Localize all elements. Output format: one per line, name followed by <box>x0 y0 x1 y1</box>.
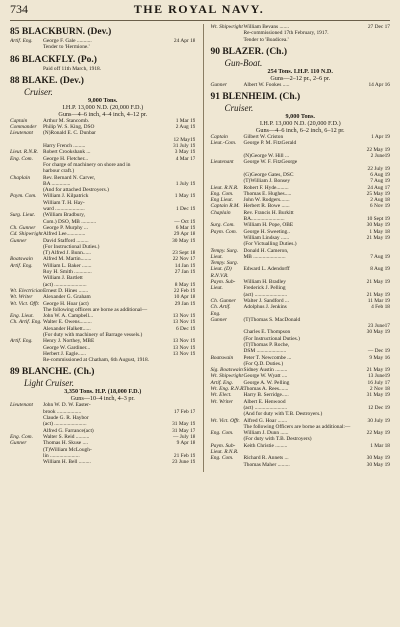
officer-name: Adolphus J. Jenkins <box>243 304 287 311</box>
seniority-date: 4 Mar 17 <box>175 155 196 162</box>
rank: Gunner <box>10 440 27 447</box>
officer-name: Thomas H. Skuse .... <box>43 440 88 447</box>
rank: Boatswain <box>10 256 33 263</box>
officer-name: Thomas E. Hughes..... <box>243 190 292 197</box>
officer-name: Sidney Austin ......... <box>243 367 288 374</box>
officer-name: Richard R. Annets ... <box>243 455 289 462</box>
officer-name: George H. Sweeting.. <box>243 228 290 235</box>
ship-class: Light Cruiser. <box>24 378 75 389</box>
rank: Gunner <box>10 237 27 244</box>
ship-class: Gun-Boat. <box>224 57 263 68</box>
seniority-date: 9 Apr 18 <box>176 440 196 447</box>
seniority-date: 29 Apr 18 <box>173 231 196 238</box>
officer-name: (And for attached Destroyers.) <box>43 187 109 194</box>
seniority-date: 22 May 19 <box>366 430 390 437</box>
officer-name: BA......................... <box>243 216 285 223</box>
seniority-date: 3 May 19 <box>174 149 196 156</box>
officer-name: Alexander G. Graham <box>43 294 91 301</box>
rank: Wt. Vict. Offr. <box>10 300 40 307</box>
seniority-date: 23 Sept 18 <box>172 250 196 257</box>
rank: Sig. Boatswain <box>210 367 243 374</box>
rank <box>210 462 243 468</box>
ship-entry <box>10 76 195 364</box>
rank: Artif. Eng. <box>10 262 33 269</box>
officer-name: George P. Murphy ... <box>43 224 88 231</box>
seniority-date: 2 Aug 18 <box>370 197 390 204</box>
officer-name: (And for duty with T.B. Destroyers.) <box>243 411 323 418</box>
ship-name: 90 BLAZER. (Ch.) <box>210 46 288 57</box>
ship-particulars: I.H.P. 13,000 N.D. (20,000 F.D.) <box>259 120 341 128</box>
seniority-date <box>193 66 195 72</box>
rank: Artif. Eng. <box>10 38 33 44</box>
officer-name: Alfred Lee.............. <box>43 231 86 238</box>
rank: Ch. Gunner <box>210 297 236 304</box>
rank: Ch. Gunner <box>10 224 36 231</box>
officer-name: (T)Thomas S. MacDonald <box>243 316 301 323</box>
rank: Paym. Com. <box>210 228 237 235</box>
rank: Surg. Com. <box>210 222 235 229</box>
seniority-date: — Dec 19 <box>367 348 390 355</box>
rank: Eng. Lieut. <box>10 313 34 320</box>
seniority-date: 1 Mar 19 <box>175 117 196 124</box>
officer-name: (T)Thomas P. Roche, <box>243 341 290 348</box>
rank: Paym. Sub- <box>210 279 236 286</box>
officer-name: Ernest D. Hines ....... <box>43 287 89 294</box>
seniority-date: 21 May 19 <box>366 367 390 374</box>
seniority-date: 12 Dec 19 <box>367 404 390 411</box>
officer-name: (act) ........................ <box>43 281 87 288</box>
officer-name: William J. Bartlett <box>43 275 83 282</box>
seniority-date: 27 Jan 19 <box>174 269 196 276</box>
officer-name: BA .............. <box>43 180 71 187</box>
seniority-date: 23 June17 <box>367 323 390 330</box>
seniority-date: 14 Jan 19 <box>174 262 196 269</box>
officer-name: George W. Gardiner... <box>43 344 91 351</box>
rank: Boatswain <box>210 354 234 361</box>
officer-row <box>210 462 390 468</box>
officer-row <box>10 357 195 363</box>
officer-name: MB ........................ <box>243 253 286 260</box>
officer-name: John W. Rodgers....... <box>243 197 290 204</box>
officer-name: lin ...................... <box>43 452 80 459</box>
officer-name: Peter T. Newcombe ... <box>243 354 292 361</box>
seniority-date: 6 Dec 19 <box>176 325 196 332</box>
officer-name: Com.) DSO, MB ........... <box>43 218 97 225</box>
seniority-date: 1 Mar 18 <box>370 442 390 449</box>
officer-name: (act) ........................ <box>43 421 87 428</box>
officer-name: Robert Crookshank ... <box>43 149 91 156</box>
officer-name: Harry B. Serridge..... <box>243 392 289 399</box>
officer-name: Re-commissioned at Chatham, 6th August, 1918. <box>43 357 150 364</box>
seniority-date: 1 Apr 19 <box>371 134 390 141</box>
officer-name: William H. Pope, OBE <box>243 222 294 229</box>
rank: Eng. Com. <box>10 155 33 162</box>
ship-particulars: Guns—4–6 inch, 6–2 inch, 6–12 pr. <box>255 127 345 135</box>
officer-name: Donald H. Cameron, <box>243 247 289 254</box>
officer-name: John W. A. Campbell... <box>43 313 94 320</box>
rank: Gunner <box>210 316 227 323</box>
officer-name: George P. M. FitzGerald <box>243 140 297 147</box>
seniority-date: 30 July 19 <box>367 417 390 424</box>
officer-name: Harry French ......... <box>43 143 86 150</box>
officer-name: Claude G. R. Haybor <box>43 415 89 422</box>
rank: Wt. Writer <box>10 294 33 301</box>
seniority-date: 9 May 16 <box>369 354 390 361</box>
officer-name: Walter E. Owens......... <box>43 319 92 326</box>
rank: Eng. Com. <box>210 430 234 437</box>
officer-name: For charge of machinery on shore and in <box>43 161 131 168</box>
officer-name: (For Instructional Duties.) <box>43 243 100 250</box>
seniority-date: 12 May19 <box>173 136 196 143</box>
ship-name: 88 BLAKE. (Dev.) <box>10 75 84 86</box>
seniority-date: 17 Feb 17 <box>173 408 196 415</box>
officer-name: Edward L. Adendorff <box>243 266 290 273</box>
rank: Chaplain <box>210 209 231 216</box>
rank: Wt. Eng. R.N.R. <box>210 386 245 393</box>
officer-name: Keith Christie ......... <box>243 442 288 449</box>
officer-name: William J. Dunn ...... <box>243 430 289 437</box>
rank: Lieutenant <box>210 159 234 166</box>
seniority-date: 22 Feb 19 <box>173 287 196 294</box>
officer-name: Charles E. Thompson <box>243 329 291 336</box>
seniority-date: 13 Nov 19 <box>172 319 196 326</box>
officer-row <box>210 82 390 88</box>
seniority-date: 4 Feb 18 <box>371 304 390 311</box>
running-title: THE ROYAL NAVY. <box>133 2 265 16</box>
rank: Lieut. <box>210 253 223 260</box>
officer-name: (For Instructional Duties.) <box>243 335 300 342</box>
seniority-date: 27 Dec 17 <box>367 24 390 30</box>
seniority-date: 2 Aug 19 <box>175 124 196 131</box>
rank: Wt. Writer <box>210 398 233 405</box>
seniority-date: 21 May 19 <box>366 279 390 286</box>
officer-name: The following Officers are borne as additional:— <box>243 423 351 430</box>
officer-name: Henry J. Northey, MBE <box>43 338 95 345</box>
officer-name: (G)George Gates, DSC <box>243 171 294 178</box>
officer-name: (act) ........................ <box>243 404 288 411</box>
seniority-date: 29 Jan 19 <box>174 300 196 307</box>
rank: Paym. Sub- <box>210 442 236 449</box>
ship-entry <box>210 47 390 88</box>
rank: Chaplain <box>10 174 31 181</box>
officer-name: Alexander Halkett...... <box>43 325 91 332</box>
seniority-date: 24 Aug 17 <box>367 184 390 191</box>
seniority-date: 13 Nov 19 <box>172 338 196 345</box>
officer-name: (For duty with T.B. Destroyers) <box>243 436 312 443</box>
rank: Captain <box>210 134 228 141</box>
rank: Wt. Vict. Offr. <box>210 417 240 424</box>
seniority-date: 22 May 19 <box>366 146 390 153</box>
officer-name: William H. Bradley <box>243 279 286 286</box>
seniority-date: 11 Mar 19 <box>367 297 390 304</box>
officer-name: William Lindsay ...... <box>243 234 290 241</box>
rank: Lieut.-Com. <box>210 140 237 147</box>
ship-particulars: Guns—2–12 pr., 2–6 pr. <box>270 74 331 82</box>
officer-name: Alfred M. Martin........ <box>43 256 92 263</box>
ship-particulars: Guns—4–6 inch, 4–4 inch, 4–12 pr. <box>58 110 148 118</box>
officer-name: The following officers are borne as additional— <box>43 306 148 313</box>
seniority-date: 7 Aug 19 <box>370 178 390 185</box>
officer-name: Rev. Bernard N. Carver, <box>43 174 96 181</box>
officer-name: George H. Hoar (act) <box>43 300 89 307</box>
officer-row <box>10 66 195 72</box>
officer-name: Albert E. Henwood <box>243 398 286 405</box>
rank: Artif. Eng. <box>210 379 234 386</box>
seniority-date: 23 June 19 <box>172 459 196 466</box>
seniority-date: 1 May 19 <box>174 193 196 200</box>
officer-name: George H. Fletcher... <box>43 155 89 162</box>
rank: Gunner <box>210 81 227 88</box>
seniority-date: 6 Aug 19 <box>370 171 390 178</box>
rank: Tempy. Surg. <box>210 260 239 267</box>
officer-name: William T. H. Hay- <box>43 199 85 206</box>
officer-name: (For Victualling Duties.) <box>243 241 297 248</box>
seniority-date: 1 May 18 <box>369 228 390 235</box>
ship-particulars: 9,000 Tons. <box>285 113 315 121</box>
rank: Lieut. R.N.R. <box>210 449 239 456</box>
seniority-date: 13 Nov 19 <box>172 344 196 351</box>
rank: Wt. Electrician <box>10 287 43 294</box>
officer-name: David Stafford ......... <box>43 237 89 244</box>
seniority-date: 13 Nov 19 <box>172 350 196 357</box>
rank: Surg. Lieut. <box>10 212 36 219</box>
seniority-date: 22 July 19 <box>367 165 390 172</box>
rank: Captain <box>10 117 28 124</box>
officer-name: (For Q.D. Duties.) <box>243 360 284 367</box>
seniority-date: 25 May 19 <box>366 190 390 197</box>
ship-entry <box>10 55 195 72</box>
officer-row <box>210 37 390 43</box>
seniority-date: 2 Nov 18 <box>369 386 390 393</box>
seniority-date: 10 Sept 19 <box>366 216 390 223</box>
seniority-date: 22 Nov 17 <box>172 256 196 263</box>
rank: Wt. Shipwright <box>210 373 243 380</box>
officer-name: Herbert J. Eagle...... <box>43 350 86 357</box>
seniority-date: 31 July 19 <box>173 143 196 150</box>
ship-particulars: 254 Tons. I.H.P. 110 N.D. <box>267 67 333 75</box>
seniority-date: 2 June19 <box>370 153 390 160</box>
seniority-date: 31 May 19 <box>172 421 196 428</box>
officer-name: Paid off 11th March, 1918. <box>43 65 102 72</box>
rank: Lieut. <box>210 285 223 292</box>
rank <box>10 44 43 50</box>
rank: Lieut. (D) <box>210 266 232 273</box>
ship-particulars: I.H.P. 13,000 N.D. (20,000 F.D.) <box>62 103 144 111</box>
rank: Eng. Com. <box>10 433 33 440</box>
rank <box>210 37 243 43</box>
rank: Ch. Artif. Eng. <box>10 319 42 326</box>
seniority-date: 31 May 17 <box>172 427 196 434</box>
rank: Cd. Shipwright <box>10 231 43 238</box>
seniority-date: 10 Apr 18 <box>173 294 196 301</box>
officer-name: William H. Bell ......... <box>43 459 91 466</box>
officer-name: Tender to 'Boadicea.' <box>243 36 289 43</box>
officer-name: harbour craft.) <box>43 168 75 175</box>
officer-name: William J. Kilpatrick <box>43 193 89 200</box>
rank: Wt. Shipwright <box>210 24 243 30</box>
running-header <box>10 2 390 21</box>
rank: Captain R.M. <box>210 203 240 210</box>
rank <box>10 66 43 72</box>
officer-name: (William Bradbury, <box>43 212 85 219</box>
seniority-date: 30 May 19 <box>366 222 390 229</box>
officer-name: William Bevans ....... <box>243 24 289 30</box>
rank <box>10 357 43 363</box>
seniority-date: — July 18 <box>173 433 196 440</box>
officer-name: Herbert R. Bowe ...... <box>243 203 290 210</box>
seniority-date: 7 Aug 19 <box>370 253 390 260</box>
seniority-date: 30 May 19 <box>172 237 196 244</box>
officer-name: (N)George W. Hill ... <box>243 153 290 160</box>
seniority-date: 16 July 17 <box>367 379 390 386</box>
officer-row <box>10 459 195 465</box>
rank: Lieut. R.N.R. <box>210 184 239 191</box>
seniority-date: 13 June19 <box>367 373 390 380</box>
officer-name: Robert F. Hyde......... <box>243 184 289 191</box>
ship-name: 89 BLANCHE. (Ch.) <box>10 367 95 378</box>
rank: Wt. Elect. <box>210 392 232 399</box>
seniority-date: 21 May 19 <box>366 234 390 241</box>
officer-name: George A. W. Pelling <box>243 379 290 386</box>
seniority-date <box>193 357 195 363</box>
officer-name: John W. D. W. Easter- <box>43 402 91 409</box>
seniority-date: 6 Nov 19 <box>369 203 390 210</box>
ship-class: Cruiser. <box>24 86 53 97</box>
officer-name: Alfred G. Farrance(act) <box>43 427 94 434</box>
ship-name: 85 BLACKBURN. (Dev.) <box>10 27 112 37</box>
rank: R.N.V.R. <box>210 272 229 279</box>
officer-name: (N)Ronald E. C. Dunbar <box>43 130 96 137</box>
rank: Lieutenant <box>10 402 34 409</box>
seniority-date <box>388 37 390 43</box>
officer-name: Re-commissioned 17th February, 1917. <box>243 30 329 37</box>
rank: Lieut. R.N.R. <box>10 149 39 156</box>
rank: Eng Lieut. <box>210 197 233 204</box>
seniority-date: — Oct 19 <box>174 218 196 225</box>
rank: Tempy. Surg. <box>210 247 239 254</box>
seniority-date: 24 Apr 18 <box>173 38 196 44</box>
ship-entry <box>210 92 390 468</box>
officer-name: (T) Alfred J. Bunn...... <box>43 250 91 257</box>
seniority-date: 30 May 19 <box>366 461 390 468</box>
rank: Commander <box>10 124 37 131</box>
seniority-date: 8 Aug 19 <box>370 266 390 273</box>
officer-name: Arthur M. Stancomb. <box>43 117 90 124</box>
ship-particulars: 3,350 Tons. H.P. (18,000 F.D.) <box>64 388 142 396</box>
officer-name: brook .................. <box>43 408 82 415</box>
seniority-date: 14 Apr 16 <box>368 81 390 88</box>
ship-particulars: 9,000 Tons. <box>88 96 118 104</box>
officer-name: Thomas A. Rees....... <box>243 386 289 393</box>
seniority-date: 13 Nov 19 <box>172 313 196 320</box>
page-number: 734 <box>10 2 28 16</box>
officer-name: Walter J. Sandford ... <box>243 297 289 304</box>
officer-name: (For duty with machinery of Barrage vessels.) <box>43 331 143 338</box>
officer-name: Tender to 'Hermione.' <box>43 44 90 51</box>
seniority-date: 21 Feb 19 <box>173 452 196 459</box>
officer-row <box>10 44 195 50</box>
officer-name: DSM ...................... <box>243 348 287 355</box>
rank: Ch. Artif. <box>210 304 231 311</box>
ship-name: 86 BLACKFLY. (Po.) <box>10 54 97 65</box>
seniority-date: 1 July 19 <box>175 180 196 187</box>
seniority-date: 30 May 19 <box>366 455 390 462</box>
seniority-date: 1 Dec 19 <box>176 206 196 213</box>
right-column <box>203 24 390 472</box>
ship-entry <box>10 367 195 465</box>
ship-name: 91 BLENHEIM. (Ch.) <box>210 92 301 103</box>
ship-entry <box>210 24 390 43</box>
officer-name: Rev. Francis H. Burkitt <box>243 209 294 216</box>
seniority-date: 6 Mar 19 <box>175 224 196 231</box>
officer-name: Gilbert W. Criston <box>243 134 284 141</box>
officer-name: (act) ........................ <box>243 291 288 298</box>
officer-name: Roy H. Smith ............. <box>43 269 92 276</box>
columns <box>10 24 390 472</box>
officer-name: Alfred G. Hoar ....... <box>243 417 288 424</box>
left-column <box>10 24 195 472</box>
rank: Lieutenant <box>10 130 34 137</box>
officer-name: George W. F. FitzGeorge <box>243 159 298 166</box>
rank: Artif. Eng. <box>10 338 33 345</box>
officer-name: Philip W. S. King, DSO <box>43 124 95 131</box>
seniority-date: 30 May 19 <box>366 329 390 336</box>
rank: Eng. Com. <box>210 455 234 462</box>
rank: Eng. Com. <box>210 190 234 197</box>
rank <box>10 459 43 465</box>
ship-particulars: Guns—10–4 inch, 4–3 pr. <box>70 395 135 403</box>
officer-name: ward ...................... <box>43 206 85 213</box>
seniority-date: 21 May 19 <box>366 291 390 298</box>
seniority-date: 8 May 19 <box>174 281 196 288</box>
rank: Eng. <box>210 310 221 317</box>
officer-name: (T)William J. Bonsey <box>243 178 291 185</box>
officer-name: Albert W. Fookes ..... <box>243 81 290 88</box>
rank: Paym. Com. <box>10 193 37 200</box>
officer-name: Walter S. Reid .......... <box>43 433 90 440</box>
officer-name: (T)William McLough- <box>43 446 92 453</box>
officer-name: Thomas Maher ......... <box>243 461 290 468</box>
ship-class: Cruiser. <box>224 103 254 114</box>
officer-name: George F. Gale ........... <box>43 38 92 44</box>
officer-name: George W. Wyatt .... <box>243 373 288 380</box>
officer-name: William L. Baker ....... <box>43 262 92 269</box>
seniority-date: 31 May 19 <box>366 392 390 399</box>
seniority-date <box>193 44 195 50</box>
ship-entry <box>10 27 195 51</box>
officer-name: Frederick J. Pelling <box>243 285 286 292</box>
